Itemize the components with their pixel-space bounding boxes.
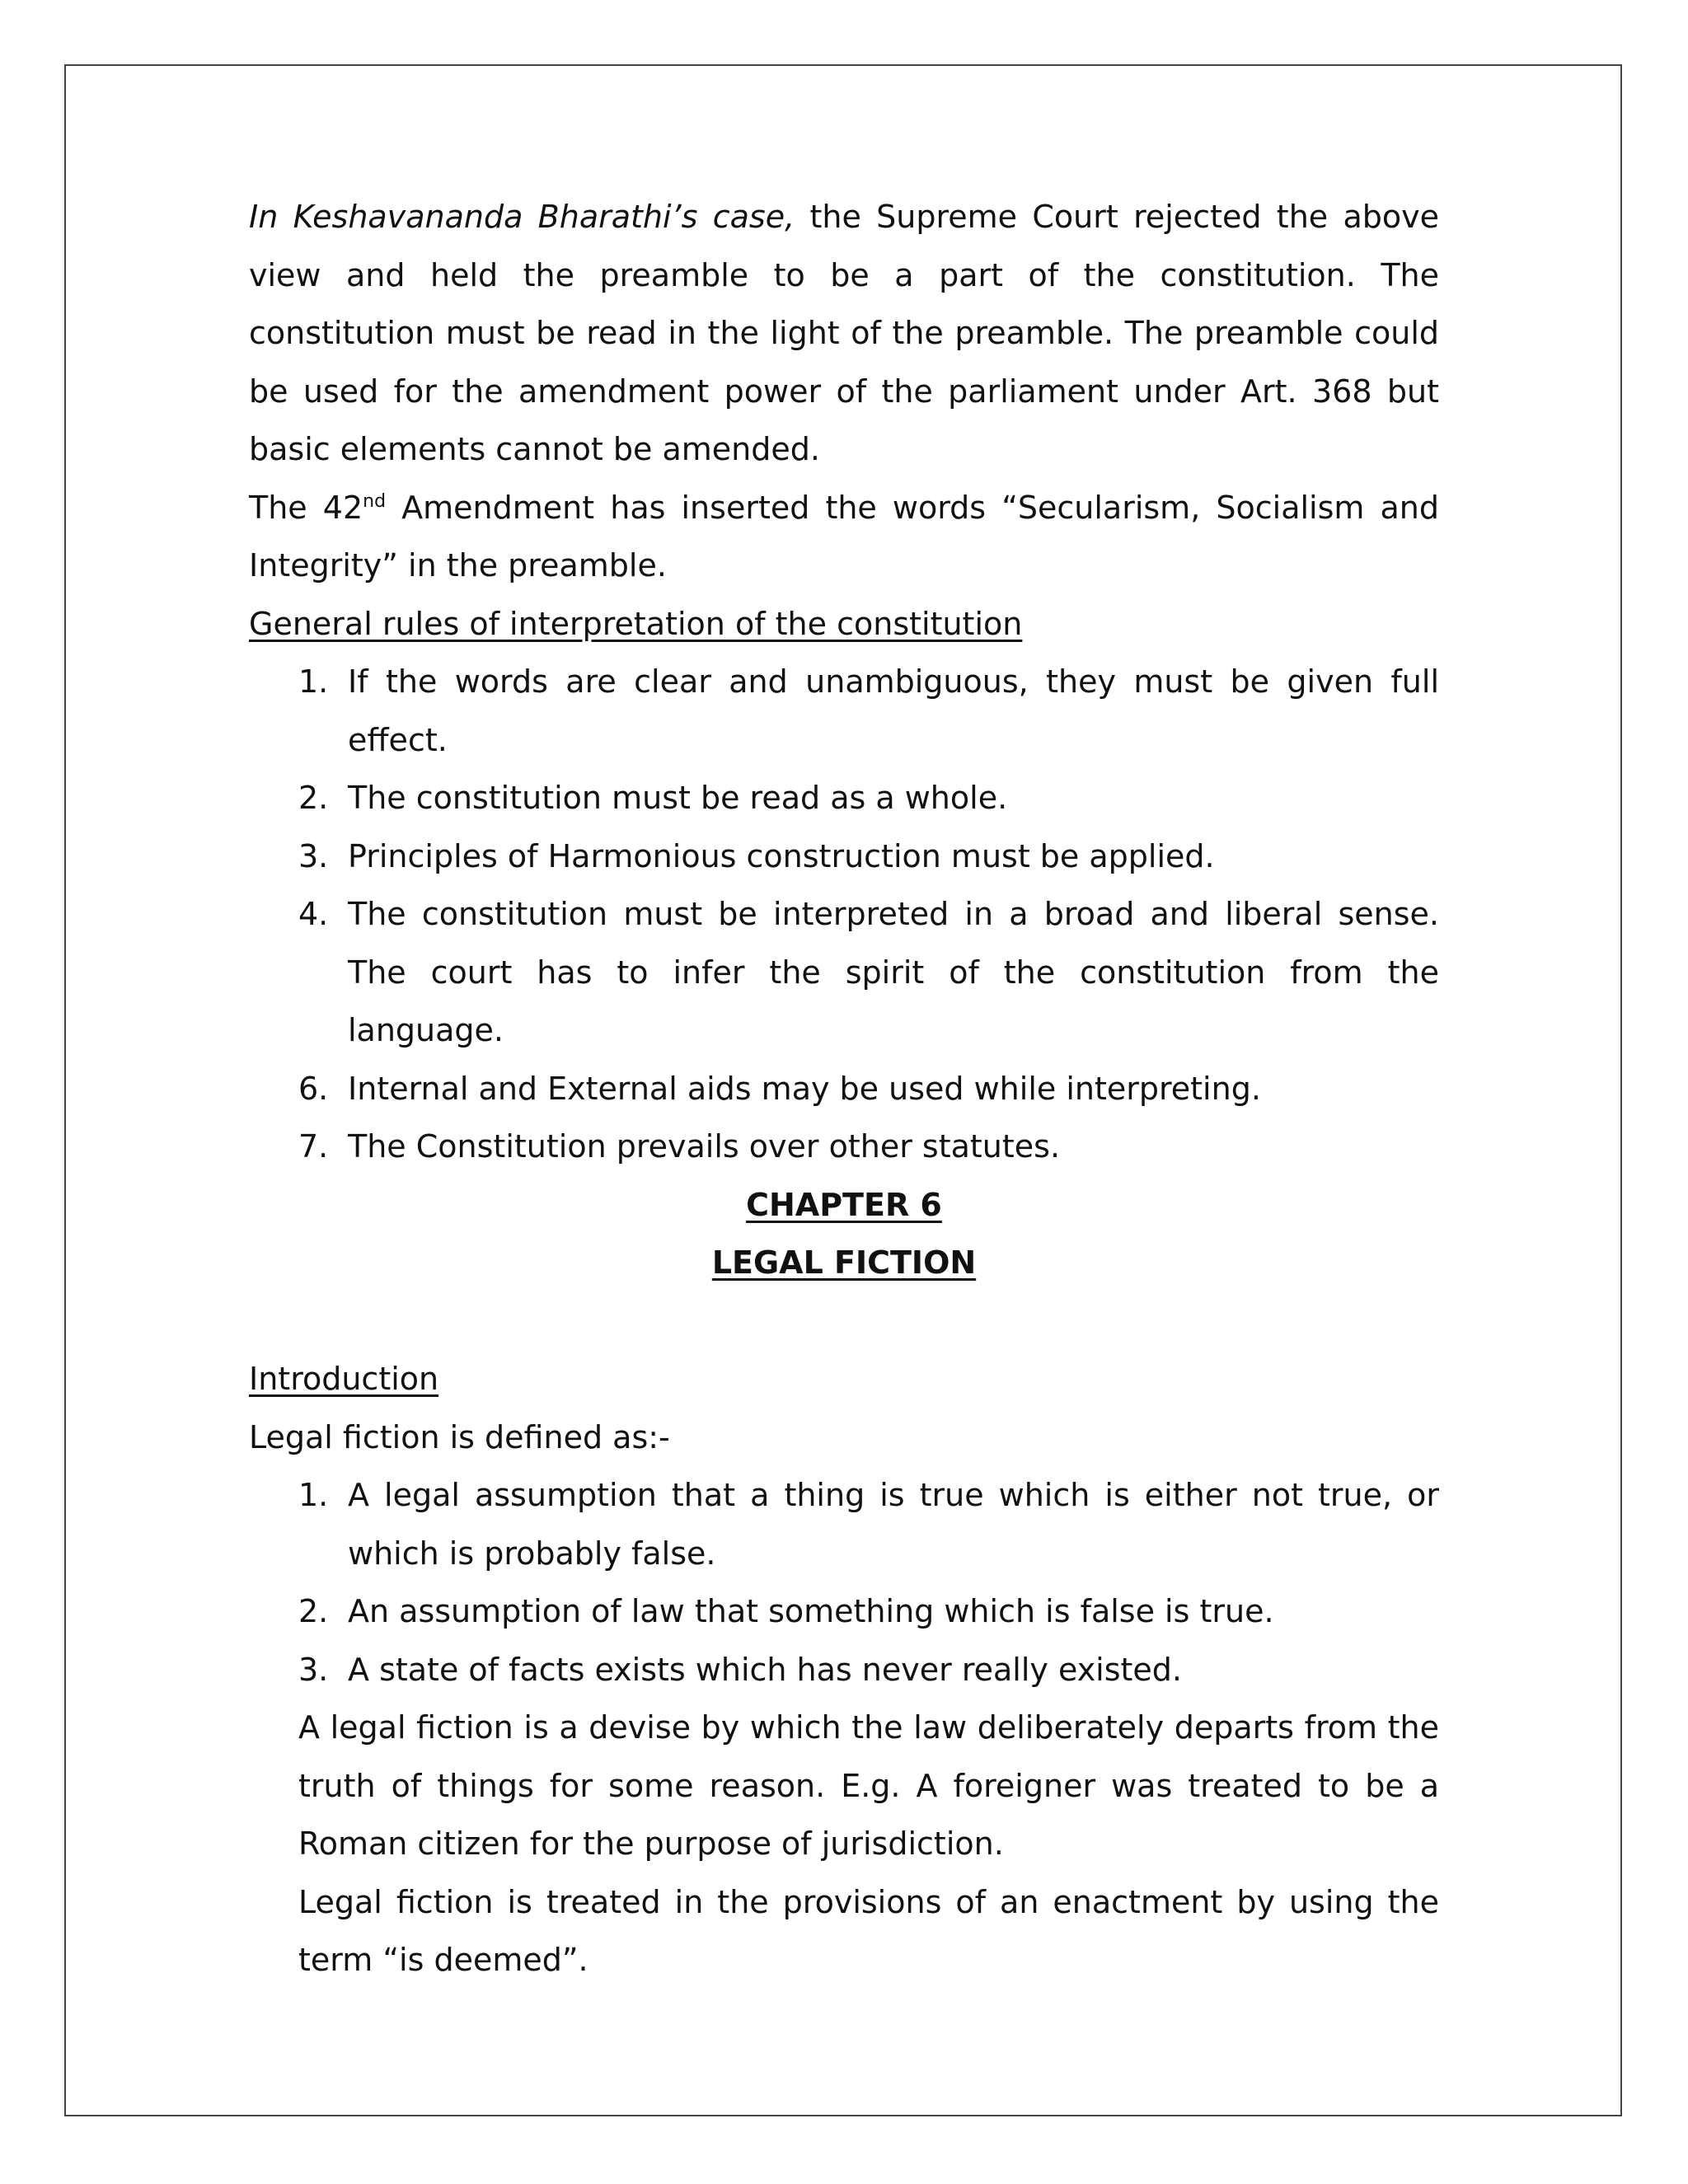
case-name: In Keshavananda Bharathi’s case, [249, 199, 795, 235]
list-number: 1. [298, 663, 329, 700]
rules-list [249, 653, 1439, 1176]
list-item [249, 885, 1439, 1060]
list-number: 3. [298, 1651, 329, 1688]
list-text: A state of facts exists which has never really existed. [348, 1651, 1183, 1688]
document-body [249, 188, 1439, 1990]
paragraph-is-deemed: Legal fiction is treated in the provisions of an enactment by using the term “is deemed”. [298, 1883, 1439, 1978]
list-text: The constitution must be read as a whole. [348, 780, 1008, 816]
list-text: An assumption of law that something which is false is true. [348, 1593, 1274, 1629]
list-item [249, 1060, 1439, 1118]
list-number: 3. [298, 837, 329, 874]
list-number: 4. [298, 896, 329, 932]
list-item [249, 1118, 1439, 1176]
list-number: 2. [298, 1593, 329, 1629]
list-item [249, 1641, 1439, 1699]
list-item [249, 769, 1439, 827]
introduction-heading: Introduction [249, 1361, 439, 1397]
chapter-title: LEGAL FICTION [711, 1244, 977, 1281]
paragraph-keshavananda-text: the Supreme Court rejected the above view and held the preamble to be a part of the constitution. The constitution must be read in the light of the preamble. The preamble could be used for the amendment power of the parliament under Art. 368 but basic elements cannot be amended. [249, 199, 1439, 467]
list-text: The constitution must be interpreted in a broad and liberal sense. The court has to infer the spirit of the constitution from the language. [348, 896, 1439, 1048]
amendment-text-after: Amendment has inserted the words “Secularism, Socialism and Integrity” in the preamble. [249, 489, 1440, 583]
list-number: 7. [298, 1128, 329, 1165]
list-item [249, 827, 1439, 886]
chapter-number: CHAPTER 6 [746, 1186, 942, 1223]
paragraph-42nd-amendment [249, 479, 1439, 595]
spacer [249, 1292, 1439, 1351]
list-number: 2. [298, 780, 329, 816]
list-text: A legal assumption that a thing is true which is either not true, or which is probably false. [348, 1477, 1439, 1572]
amendment-text-before: The 42 [249, 489, 363, 526]
list-item [249, 1582, 1439, 1641]
list-item [249, 653, 1439, 769]
list-number: 6. [298, 1070, 329, 1107]
list-text: If the words are clear and unambiguous, they must be given full effect. [348, 663, 1439, 758]
paragraph-keshavananda [249, 188, 1439, 479]
list-number: 1. [298, 1477, 329, 1513]
list-text: Internal and External aids may be used while interpreting. [348, 1070, 1261, 1107]
ordinal-superscript: nd [363, 490, 387, 512]
list-text: Principles of Harmonious construction must be applied. [348, 837, 1215, 874]
list-item [249, 1466, 1439, 1582]
definition-lead: Legal fiction is defined as:- [249, 1418, 670, 1455]
paragraph-legal-fiction-devise: A legal fiction is a devise by which the law deliberately departs from the truth of things for some reason. E.g. A foreigner was treated to be a Roman citizen for the purpose of jurisdiction. [298, 1709, 1439, 1862]
definitions-list [249, 1466, 1439, 1699]
list-text: The Constitution prevails over other statutes. [348, 1128, 1061, 1165]
rules-heading: General rules of interpretation of the constitution [249, 605, 1023, 642]
